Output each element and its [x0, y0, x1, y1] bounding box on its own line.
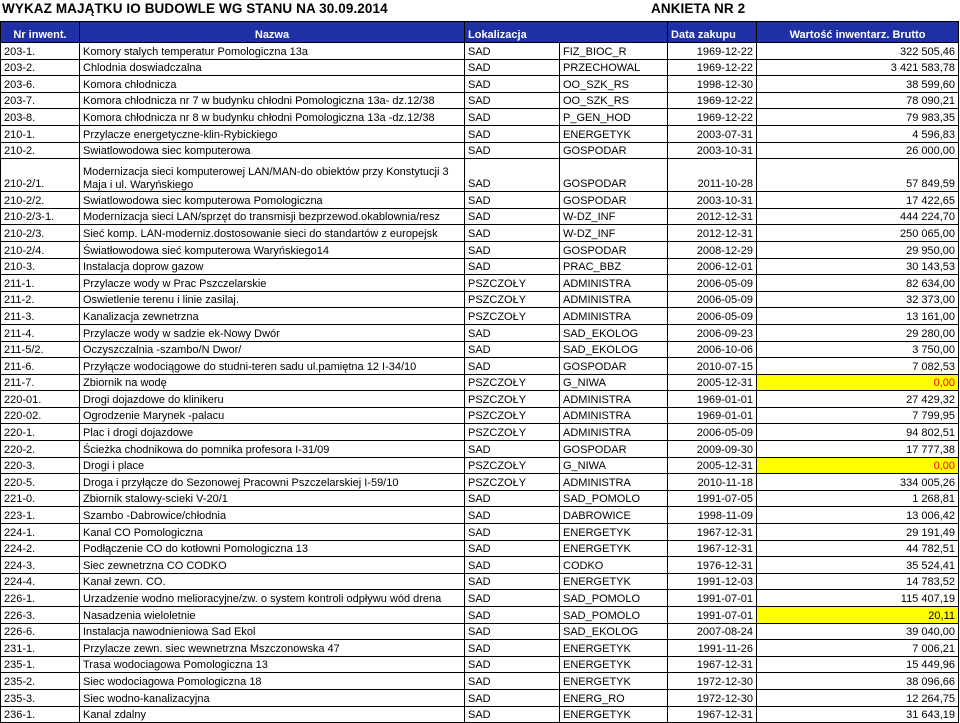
cell-data-zakupu: 2008-12-29: [668, 241, 757, 258]
cell-nazwa: Oswietlenie terenu i linie zasilaj.: [80, 291, 465, 308]
cell-konto: G_NIWA: [560, 374, 668, 391]
cell-data-zakupu: 1976-12-31: [668, 557, 757, 574]
inventory-table: [0, 21, 959, 723]
cell-wartosc: 322 505,46: [757, 43, 959, 60]
cell-lokalizacja: SAD: [465, 656, 560, 673]
table-row: [1, 656, 959, 673]
table-row: [1, 689, 959, 706]
cell-wartosc: 0,00: [757, 374, 959, 391]
cell-konto: FIZ_BIOC_R: [560, 43, 668, 60]
cell-nr-inwent: 203-7.: [1, 92, 80, 109]
cell-nr-inwent: 211-6.: [1, 358, 80, 375]
cell-lokalizacja: SAD: [465, 159, 560, 192]
cell-lokalizacja: PSZCZOŁY: [465, 391, 560, 408]
cell-konto: ADMINISTRA: [560, 291, 668, 308]
cell-wartosc: 444 224,70: [757, 208, 959, 225]
cell-wartosc: 7 799,95: [757, 407, 959, 424]
cell-konto: ADMINISTRA: [560, 391, 668, 408]
cell-konto: PRAC_BBZ: [560, 258, 668, 275]
table-row: [1, 308, 959, 325]
table-row: [1, 623, 959, 640]
cell-lokalizacja: SAD: [465, 607, 560, 624]
table-row: [1, 673, 959, 690]
table-row: [1, 706, 959, 723]
cell-nazwa: Kanal CO Pomologiczna: [80, 524, 465, 541]
cell-nr-inwent: 235-2.: [1, 673, 80, 690]
table-row: [1, 607, 959, 624]
cell-wartosc: 15 449,96: [757, 656, 959, 673]
cell-data-zakupu: 1972-12-30: [668, 689, 757, 706]
cell-wartosc: 17 422,65: [757, 192, 959, 209]
table-row: [1, 441, 959, 458]
cell-nr-inwent: 210-2/4.: [1, 241, 80, 258]
cell-wartosc: 4 596,83: [757, 125, 959, 142]
cell-konto: GOSPODAR: [560, 241, 668, 258]
cell-wartosc: 3 750,00: [757, 341, 959, 358]
cell-lokalizacja: SAD: [465, 208, 560, 225]
table-row: [1, 358, 959, 375]
cell-nr-inwent: 236-1.: [1, 706, 80, 723]
cell-nr-inwent: 203-2.: [1, 59, 80, 76]
cell-data-zakupu: 2012-12-31: [668, 208, 757, 225]
cell-lokalizacja: SAD: [465, 324, 560, 341]
cell-nr-inwent: 211-1.: [1, 275, 80, 292]
cell-konto: SAD_EKOLOG: [560, 324, 668, 341]
cell-data-zakupu: 2007-08-24: [668, 623, 757, 640]
cell-konto: ADMINISTRA: [560, 474, 668, 491]
header-data-zakupu: Data zakupu: [668, 22, 757, 43]
header-wartosc: Wartość inwentarz. Brutto: [757, 22, 959, 43]
cell-konto: ENERGETYK: [560, 706, 668, 723]
cell-data-zakupu: 1991-12-03: [668, 573, 757, 590]
cell-nazwa: Siec wodociagowa Pomologiczna 18: [80, 673, 465, 690]
cell-lokalizacja: SAD: [465, 43, 560, 60]
cell-lokalizacja: SAD: [465, 341, 560, 358]
cell-wartosc: 13 161,00: [757, 308, 959, 325]
cell-konto: P_GEN_HOD: [560, 109, 668, 126]
table-row: [1, 540, 959, 557]
cell-lokalizacja: SAD: [465, 490, 560, 507]
cell-nr-inwent: 226-6.: [1, 623, 80, 640]
table-row: [1, 557, 959, 574]
cell-data-zakupu: 2003-10-31: [668, 142, 757, 159]
cell-nr-inwent: 211-5/2.: [1, 341, 80, 358]
cell-nazwa: Plac i drogi dojazdowe: [80, 424, 465, 441]
cell-data-zakupu: 2006-10-06: [668, 341, 757, 358]
cell-data-zakupu: 2012-12-31: [668, 225, 757, 242]
cell-lokalizacja: PSZCZOŁY: [465, 275, 560, 292]
cell-nr-inwent: 210-2/1.: [1, 159, 80, 192]
cell-nazwa: Przylacze wody w sadzie ek-Nowy Dwór: [80, 324, 465, 341]
cell-nr-inwent: 211-2.: [1, 291, 80, 308]
cell-data-zakupu: 1969-12-22: [668, 59, 757, 76]
table-row: [1, 192, 959, 209]
cell-nr-inwent: 220-5.: [1, 474, 80, 491]
cell-wartosc: 250 065,00: [757, 225, 959, 242]
cell-nr-inwent: 224-4.: [1, 573, 80, 590]
cell-nr-inwent: 221-0.: [1, 490, 80, 507]
cell-lokalizacja: SAD: [465, 573, 560, 590]
cell-wartosc: 7 006,21: [757, 640, 959, 657]
cell-nr-inwent: 211-4.: [1, 324, 80, 341]
cell-nr-inwent: 220-3.: [1, 457, 80, 474]
cell-nazwa: Drogi dojazdowe do klinikeru: [80, 391, 465, 408]
cell-konto: W-DZ_INF: [560, 208, 668, 225]
cell-konto: G_NIWA: [560, 457, 668, 474]
cell-lokalizacja: SAD: [465, 557, 560, 574]
cell-wartosc: 79 983,35: [757, 109, 959, 126]
cell-nr-inwent: 224-3.: [1, 557, 80, 574]
cell-lokalizacja: SAD: [465, 706, 560, 723]
cell-lokalizacja: SAD: [465, 673, 560, 690]
cell-data-zakupu: 2005-12-31: [668, 374, 757, 391]
cell-nazwa: Drogi i place: [80, 457, 465, 474]
cell-data-zakupu: 2009-09-30: [668, 441, 757, 458]
cell-data-zakupu: 2006-12-01: [668, 258, 757, 275]
cell-konto: ENERGETYK: [560, 673, 668, 690]
cell-data-zakupu: 1991-07-05: [668, 490, 757, 507]
cell-nr-inwent: 224-1.: [1, 524, 80, 541]
cell-nr-inwent: 235-3.: [1, 689, 80, 706]
cell-lokalizacja: SAD: [465, 540, 560, 557]
cell-nr-inwent: 210-2/2.: [1, 192, 80, 209]
survey-label: ANKIETA NR 2: [651, 1, 746, 16]
cell-wartosc: 20,11: [757, 607, 959, 624]
cell-lokalizacja: PSZCZOŁY: [465, 407, 560, 424]
cell-nazwa: Swiatlowodowa siec komputerowa: [80, 142, 465, 159]
cell-nazwa: Chlodnia doswiadczalna: [80, 59, 465, 76]
cell-nazwa: Komora chłodnicza nr 7 w budynku chłodni Pomologiczna 13a- dz.12/38: [80, 92, 465, 109]
header-nr-inwent: Nr inwent.: [1, 22, 80, 43]
cell-konto: ADMINISTRA: [560, 275, 668, 292]
cell-konto: ENERGETYK: [560, 656, 668, 673]
cell-lokalizacja: PSZCZOŁY: [465, 424, 560, 441]
table-row: [1, 92, 959, 109]
cell-wartosc: 30 143,53: [757, 258, 959, 275]
cell-data-zakupu: 2003-07-31: [668, 125, 757, 142]
cell-konto: W-DZ_INF: [560, 225, 668, 242]
title-row: [0, 0, 960, 21]
cell-wartosc: 0,00: [757, 457, 959, 474]
cell-data-zakupu: 1998-11-09: [668, 507, 757, 524]
cell-konto: SAD_POMOLO: [560, 607, 668, 624]
cell-data-zakupu: 1967-12-31: [668, 706, 757, 723]
cell-data-zakupu: 1991-07-01: [668, 607, 757, 624]
cell-nr-inwent: 231-1.: [1, 640, 80, 657]
cell-konto: ENERGETYK: [560, 524, 668, 541]
cell-lokalizacja: SAD: [465, 507, 560, 524]
cell-wartosc: 44 782,51: [757, 540, 959, 557]
cell-konto: GOSPODAR: [560, 358, 668, 375]
table-row: [1, 407, 959, 424]
cell-nazwa: Urzadzenie wodno melioracyjne/zw. o system kontroli odpływu wód drena: [80, 590, 465, 607]
table-row: [1, 524, 959, 541]
table-row: [1, 125, 959, 142]
cell-wartosc: 82 634,00: [757, 275, 959, 292]
table-row: [1, 573, 959, 590]
cell-lokalizacja: SAD: [465, 59, 560, 76]
cell-nazwa: Siec wodno-kanalizacyjna: [80, 689, 465, 706]
cell-nr-inwent: 203-6.: [1, 76, 80, 93]
cell-nazwa: Ogrodzenie Marynek -palacu: [80, 407, 465, 424]
cell-wartosc: 32 373,00: [757, 291, 959, 308]
cell-nazwa: Podłączenie CO do kotłowni Pomologiczna 13: [80, 540, 465, 557]
cell-data-zakupu: 1998-12-30: [668, 76, 757, 93]
cell-konto: SAD_EKOLOG: [560, 341, 668, 358]
cell-nr-inwent: 224-2.: [1, 540, 80, 557]
cell-nr-inwent: 220-1.: [1, 424, 80, 441]
cell-lokalizacja: SAD: [465, 125, 560, 142]
cell-wartosc: 39 040,00: [757, 623, 959, 640]
cell-nr-inwent: 210-2.: [1, 142, 80, 159]
cell-data-zakupu: 2006-05-09: [668, 424, 757, 441]
cell-wartosc: 1 268,81: [757, 490, 959, 507]
table-header: [1, 22, 959, 43]
cell-nazwa: Przyłącze wodociągowe do studni-teren sadu ul.pamiętna 12 I-34/10: [80, 358, 465, 375]
table-row: [1, 109, 959, 126]
table-row: [1, 457, 959, 474]
cell-nazwa: Światłowodowa sieć komputerowa Waryńskiego14: [80, 241, 465, 258]
table-row: [1, 142, 959, 159]
cell-nazwa: Siec zewnetrzna CO CODKO: [80, 557, 465, 574]
cell-nr-inwent: 211-3.: [1, 308, 80, 325]
cell-data-zakupu: 1972-12-30: [668, 673, 757, 690]
cell-data-zakupu: 1969-12-22: [668, 92, 757, 109]
cell-konto: ENERGETYK: [560, 125, 668, 142]
table-row: [1, 490, 959, 507]
table-row: [1, 374, 959, 391]
cell-data-zakupu: 2003-10-31: [668, 192, 757, 209]
cell-lokalizacja: SAD: [465, 109, 560, 126]
cell-nazwa: Szambo -Dabrowice/chłodnia: [80, 507, 465, 524]
cell-nazwa: Modernizacja sieci LAN/sprzęt do transmisji bezprzewod.okablownia/resz: [80, 208, 465, 225]
cell-nazwa: Nasadzenia wieloletnie: [80, 607, 465, 624]
cell-lokalizacja: SAD: [465, 358, 560, 375]
cell-nazwa: Kanał zewn. CO.: [80, 573, 465, 590]
cell-nazwa: Droga i przyłącze do Sezonowej Pracowni Pszczelarskiej I-59/10: [80, 474, 465, 491]
cell-data-zakupu: 1991-11-26: [668, 640, 757, 657]
cell-nr-inwent: 220-01.: [1, 391, 80, 408]
cell-nr-inwent: 226-1.: [1, 590, 80, 607]
cell-nr-inwent: 211-7.: [1, 374, 80, 391]
cell-data-zakupu: 2010-11-18: [668, 474, 757, 491]
cell-wartosc: 29 950,00: [757, 241, 959, 258]
cell-konto: OO_SZK_RS: [560, 76, 668, 93]
table-row: [1, 391, 959, 408]
table-row: [1, 324, 959, 341]
cell-lokalizacja: SAD: [465, 640, 560, 657]
cell-data-zakupu: 2011-10-28: [668, 159, 757, 192]
cell-data-zakupu: 1969-12-22: [668, 43, 757, 60]
cell-konto: SAD_POMOLO: [560, 490, 668, 507]
cell-lokalizacja: PSZCZOŁY: [465, 374, 560, 391]
cell-data-zakupu: 1969-12-22: [668, 109, 757, 126]
cell-lokalizacja: PSZCZOŁY: [465, 308, 560, 325]
table-row: [1, 507, 959, 524]
cell-nr-inwent: 210-2/3-1.: [1, 208, 80, 225]
cell-lokalizacja: SAD: [465, 623, 560, 640]
cell-konto: ADMINISTRA: [560, 407, 668, 424]
cell-nazwa: Sieć komp. LAN-moderniz.dostosowanie sieci do standartów z europejsk: [80, 225, 465, 242]
cell-lokalizacja: SAD: [465, 192, 560, 209]
table-row: [1, 241, 959, 258]
cell-konto: GOSPODAR: [560, 441, 668, 458]
cell-nazwa: Komora chłodnicza: [80, 76, 465, 93]
cell-data-zakupu: 2010-07-15: [668, 358, 757, 375]
cell-nr-inwent: 220-2.: [1, 441, 80, 458]
cell-lokalizacja: SAD: [465, 241, 560, 258]
cell-nazwa: Swiatlowodowa siec komputerowa Pomologiczna: [80, 192, 465, 209]
cell-wartosc: 27 429,32: [757, 391, 959, 408]
cell-data-zakupu: 1969-01-01: [668, 407, 757, 424]
cell-nr-inwent: 203-1.: [1, 43, 80, 60]
cell-konto: SAD_POMOLO: [560, 590, 668, 607]
cell-wartosc: 31 643,19: [757, 706, 959, 723]
cell-konto: ENERGETYK: [560, 540, 668, 557]
cell-lokalizacja: SAD: [465, 92, 560, 109]
cell-data-zakupu: 1969-01-01: [668, 391, 757, 408]
cell-lokalizacja: SAD: [465, 76, 560, 93]
cell-lokalizacja: PSZCZOŁY: [465, 474, 560, 491]
cell-konto: GOSPODAR: [560, 159, 668, 192]
table-row: [1, 291, 959, 308]
cell-nazwa: Przylacze wody w Prac Pszczelarskie: [80, 275, 465, 292]
cell-konto: OO_SZK_RS: [560, 92, 668, 109]
table-row: [1, 159, 959, 192]
cell-nazwa: Przylacze zewn. siec wewnetrzna Mszczonowska 47: [80, 640, 465, 657]
cell-lokalizacja: SAD: [465, 524, 560, 541]
cell-nr-inwent: 210-2/3.: [1, 225, 80, 242]
cell-wartosc: 17 777,38: [757, 441, 959, 458]
cell-nr-inwent: 210-1.: [1, 125, 80, 142]
cell-nazwa: Modernizacja sieci komputerowej LAN/MAN-do obiektów przy Konstytucji 3 Maja i ul. Waryńskiego: [80, 159, 465, 192]
cell-data-zakupu: 2006-05-09: [668, 291, 757, 308]
cell-data-zakupu: 2006-05-09: [668, 275, 757, 292]
cell-lokalizacja: SAD: [465, 590, 560, 607]
cell-konto: ADMINISTRA: [560, 308, 668, 325]
cell-konto: ENERGETYK: [560, 640, 668, 657]
cell-nazwa: Trasa wodociagowa Pomologiczna 13: [80, 656, 465, 673]
header-nazwa: Nazwa: [80, 22, 465, 43]
table-row: [1, 424, 959, 441]
cell-nr-inwent: 210-3.: [1, 258, 80, 275]
cell-data-zakupu: 2005-12-31: [668, 457, 757, 474]
table-row: [1, 225, 959, 242]
cell-wartosc: 35 524,41: [757, 557, 959, 574]
cell-konto: ADMINISTRA: [560, 424, 668, 441]
table-row: [1, 258, 959, 275]
cell-nr-inwent: 203-8.: [1, 109, 80, 126]
cell-konto: ENERG_RO: [560, 689, 668, 706]
cell-nazwa: Zbiornik na wodę: [80, 374, 465, 391]
cell-konto: CODKO: [560, 557, 668, 574]
table-row: [1, 275, 959, 292]
cell-nazwa: Instalacja doprow gazow: [80, 258, 465, 275]
cell-wartosc: 14 783,52: [757, 573, 959, 590]
table-row: [1, 43, 959, 60]
cell-wartosc: 334 005,26: [757, 474, 959, 491]
cell-konto: DABROWICE: [560, 507, 668, 524]
table-row: [1, 341, 959, 358]
cell-wartosc: 94 802,51: [757, 424, 959, 441]
cell-wartosc: 13 006,42: [757, 507, 959, 524]
cell-wartosc: 57 849,59: [757, 159, 959, 192]
cell-data-zakupu: 1967-12-31: [668, 524, 757, 541]
cell-lokalizacja: SAD: [465, 142, 560, 159]
cell-konto: PRZECHOWAL: [560, 59, 668, 76]
cell-lokalizacja: SAD: [465, 225, 560, 242]
cell-nazwa: Ścieżka chodnikowa do pomnika profesora I-31/09: [80, 441, 465, 458]
cell-nazwa: Instalacja nawodnieniowa Sad Ekol: [80, 623, 465, 640]
cell-data-zakupu: 1967-12-31: [668, 540, 757, 557]
cell-nazwa: Oczyszczalnia -szambo/N Dwor/: [80, 341, 465, 358]
cell-nazwa: Komory stalych temperatur Pomologiczna 13a: [80, 43, 465, 60]
cell-data-zakupu: 1991-07-01: [668, 590, 757, 607]
cell-wartosc: 3 421 583,78: [757, 59, 959, 76]
cell-nr-inwent: 223-1.: [1, 507, 80, 524]
cell-lokalizacja: PSZCZOŁY: [465, 457, 560, 474]
cell-lokalizacja: PSZCZOŁY: [465, 291, 560, 308]
cell-nazwa: Kanalizacja zewnetrzna: [80, 308, 465, 325]
header-lokalizacja: Lokalizacja: [465, 22, 668, 43]
cell-wartosc: 29 191,49: [757, 524, 959, 541]
table-row: [1, 208, 959, 225]
cell-nazwa: Komora chłodnicza nr 8 w budynku chłodni Pomologiczna 13a -dz.12/38: [80, 109, 465, 126]
cell-konto: SAD_EKOLOG: [560, 623, 668, 640]
cell-lokalizacja: SAD: [465, 258, 560, 275]
table-row: [1, 59, 959, 76]
table-row: [1, 474, 959, 491]
cell-wartosc: 115 407,19: [757, 590, 959, 607]
cell-data-zakupu: 2006-09-23: [668, 324, 757, 341]
cell-data-zakupu: 1967-12-31: [668, 656, 757, 673]
cell-nr-inwent: 235-1.: [1, 656, 80, 673]
cell-nr-inwent: 220-02.: [1, 407, 80, 424]
cell-wartosc: 26 000,00: [757, 142, 959, 159]
cell-nr-inwent: 226-3.: [1, 607, 80, 624]
cell-data-zakupu: 2006-05-09: [668, 308, 757, 325]
cell-nazwa: Kanal zdalny: [80, 706, 465, 723]
cell-lokalizacja: SAD: [465, 441, 560, 458]
cell-wartosc: 7 082,53: [757, 358, 959, 375]
cell-nazwa: Przylacze energetyczne-klin-Rybickiego: [80, 125, 465, 142]
cell-konto: GOSPODAR: [560, 142, 668, 159]
cell-wartosc: 38 096,66: [757, 673, 959, 690]
document-title: WYKAZ MAJĄTKU IO BUDOWLE WG STANU NA 30.09.2014: [2, 1, 388, 16]
cell-wartosc: 29 280,00: [757, 324, 959, 341]
table-row: [1, 640, 959, 657]
cell-wartosc: 38 599,60: [757, 76, 959, 93]
cell-konto: ENERGETYK: [560, 573, 668, 590]
cell-konto: GOSPODAR: [560, 192, 668, 209]
cell-nazwa: Zbiornik stalowy-scieki V-20/1: [80, 490, 465, 507]
table-row: [1, 590, 959, 607]
table-row: [1, 76, 959, 93]
cell-wartosc: 78 090,21: [757, 92, 959, 109]
cell-wartosc: 12 264,75: [757, 689, 959, 706]
table-body: [1, 43, 959, 723]
cell-lokalizacja: SAD: [465, 689, 560, 706]
